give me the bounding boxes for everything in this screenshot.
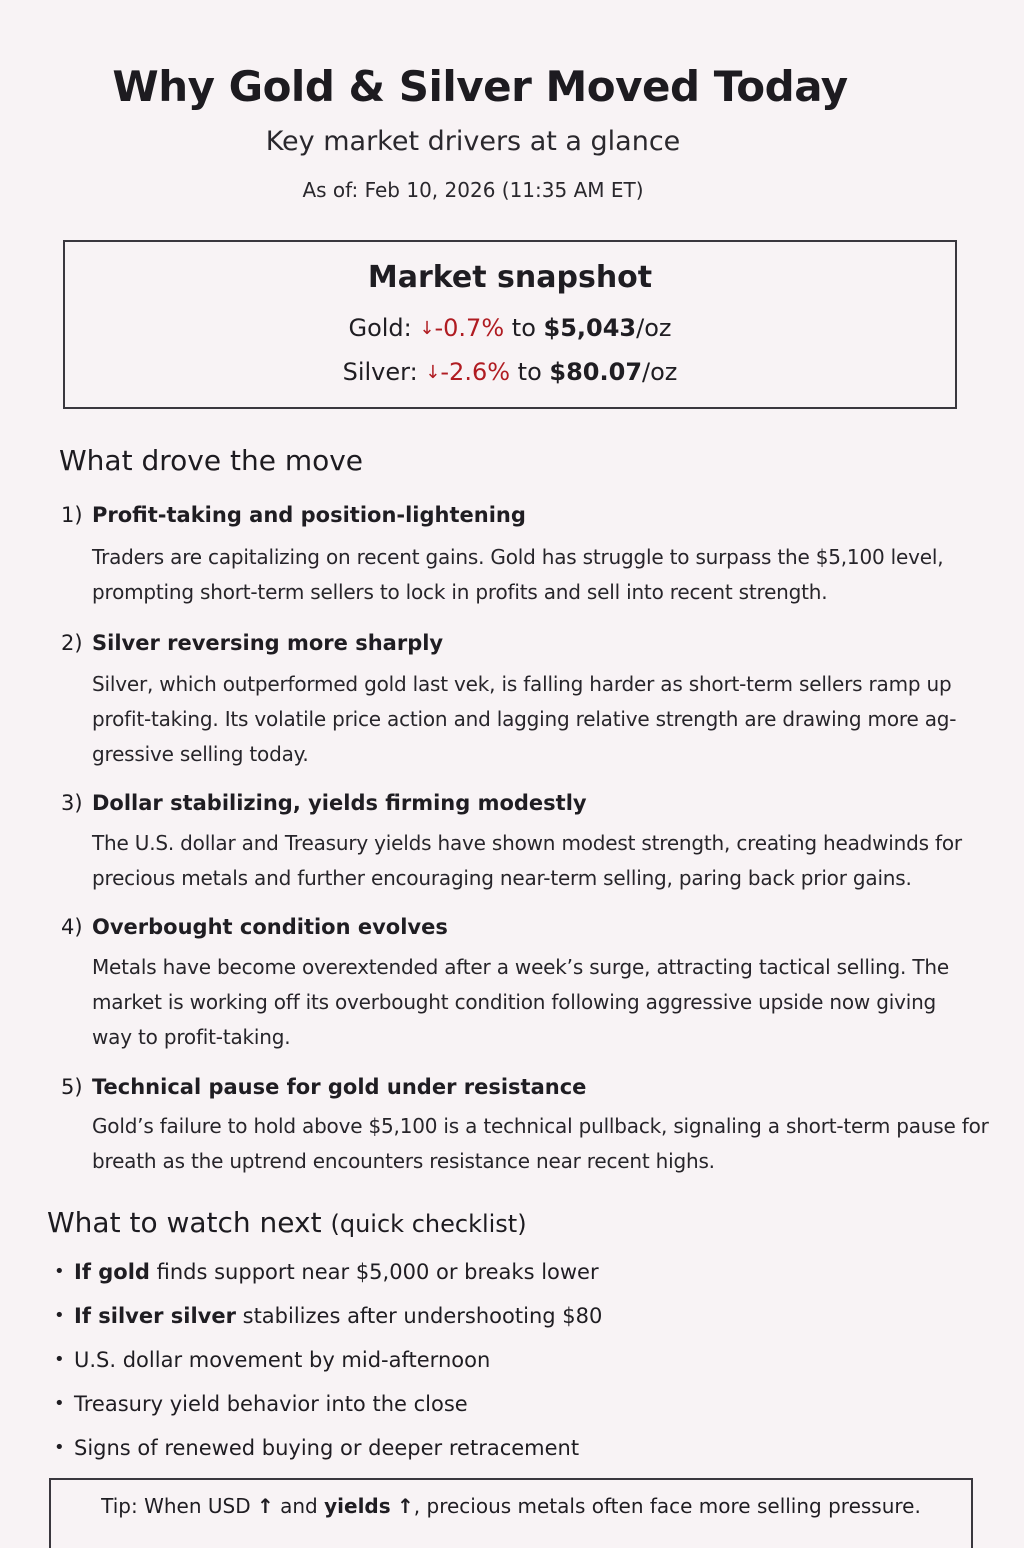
checklist-item-text: Treasury yield behavior into the close (74, 1392, 468, 1416)
driver-body: The U.S. dollar and Treasury yields have shown modest strength, creating headwinds for precious metals and further encouraging near-term selling, paring back prior gains. (92, 831, 962, 890)
checklist-item (48, 1344, 948, 1388)
bullet-icon: • (54, 1305, 65, 1326)
page-subtitle: Key market drivers at a glance (265, 126, 681, 157)
tip-box (49, 1478, 973, 1548)
checklist-item-text: stabilizes after undershooting $80 (235, 1304, 603, 1328)
silver-label: Silver: (342, 358, 418, 386)
driver-number: 5) (61, 1075, 83, 1099)
silver-down-arrow-icon: ↓ (425, 362, 441, 383)
silver-to: to (517, 358, 542, 386)
driver-body: Metals have become overextended after a week’s surge, attracting tactical selling. The market is working off its overbought condition following aggressive upside now giving way to profit-taking. (92, 955, 949, 1049)
gold-price: $5,043 (543, 314, 637, 342)
drivers-heading: What drove the move (59, 444, 364, 477)
silver-change: -2.6% (440, 358, 511, 386)
tip-prefix: Tip: When USD (101, 1494, 251, 1518)
silver-price: $80.07 (549, 358, 643, 386)
gold-down-arrow-icon: ↓ (419, 318, 435, 339)
driver-title: Overbought condition evolves (92, 915, 448, 939)
silver-snapshot-line (65, 358, 955, 386)
bullet-icon: • (54, 1393, 65, 1414)
driver-body: Traders are capitalizing on recent gains. Gold has struggle to surpass the $5,100 level, prompting short-term sellers to lock in profits and sell into recent strength. (92, 545, 944, 604)
checklist-item-bold: If silver silver (74, 1304, 236, 1328)
up-arrow-icon: ↑ (256, 1494, 274, 1518)
driver-number: 4) (61, 915, 83, 939)
tip-suffix: , precious metals often face more selling pressure. (413, 1494, 921, 1518)
as-of-timestamp: As of: Feb 10, 2026 (11:35 AM ET) (302, 178, 644, 202)
driver-title: Silver reversing more sharply (92, 631, 444, 655)
page-title: Why Gold & Silver Moved Today (112, 62, 848, 111)
tip-and: and (280, 1494, 318, 1518)
market-snapshot-box (63, 240, 957, 409)
driver-number: 3) (61, 791, 83, 815)
gold-label: Gold: (348, 314, 412, 342)
bullet-icon: • (54, 1437, 65, 1458)
checklist-item-text: Signs of renewed buying or deeper retracement (74, 1436, 580, 1460)
driver-number: 1) (61, 503, 83, 527)
driver-number: 2) (61, 631, 83, 655)
gold-snapshot-line (65, 314, 955, 342)
gold-to: to (511, 314, 536, 342)
checklist-item (48, 1300, 948, 1344)
driver-body: Gold’s failure to hold above $5,100 is a technical pullback, signaling a short-term pause for breath as the uptrend encounters resistance near recent highs. (92, 1114, 989, 1173)
driver-title: Dollar stabilizing, yields firming modestly (92, 791, 587, 815)
gold-unit: /oz (636, 314, 672, 342)
checklist-item-text: U.S. dollar movement by mid-afternoon (74, 1348, 491, 1372)
watch-heading (47, 1206, 527, 1239)
checklist-item (48, 1256, 948, 1300)
watch-heading-note: (quick checklist) (330, 1210, 527, 1238)
driver-title: Technical pause for gold under resistance (92, 1075, 587, 1099)
tip-yields: yields (324, 1494, 391, 1518)
checklist-item-bold: If gold (74, 1260, 150, 1284)
silver-unit: /oz (642, 358, 678, 386)
watch-heading-main: What to watch next (47, 1206, 322, 1239)
checklist-item (48, 1432, 948, 1476)
up-arrow-icon: ↑ (397, 1494, 414, 1518)
checklist-item-text: finds support near $5,000 or breaks lower (149, 1260, 599, 1284)
checklist-item (48, 1388, 948, 1432)
snapshot-title: Market snapshot (367, 260, 653, 295)
bullet-icon: • (54, 1349, 65, 1370)
driver-title: Profit-taking and position-lightening (92, 503, 526, 527)
driver-body: Silver, which outperformed gold last vek, is falling harder as short-term sellers ramp up profit-taking. Its volatile price action and lagging relative strength are drawing more ag-gressive selling today. (92, 672, 957, 766)
gold-change: -0.7% (434, 314, 505, 342)
watch-checklist (48, 1256, 948, 1476)
bullet-icon: • (54, 1261, 65, 1282)
